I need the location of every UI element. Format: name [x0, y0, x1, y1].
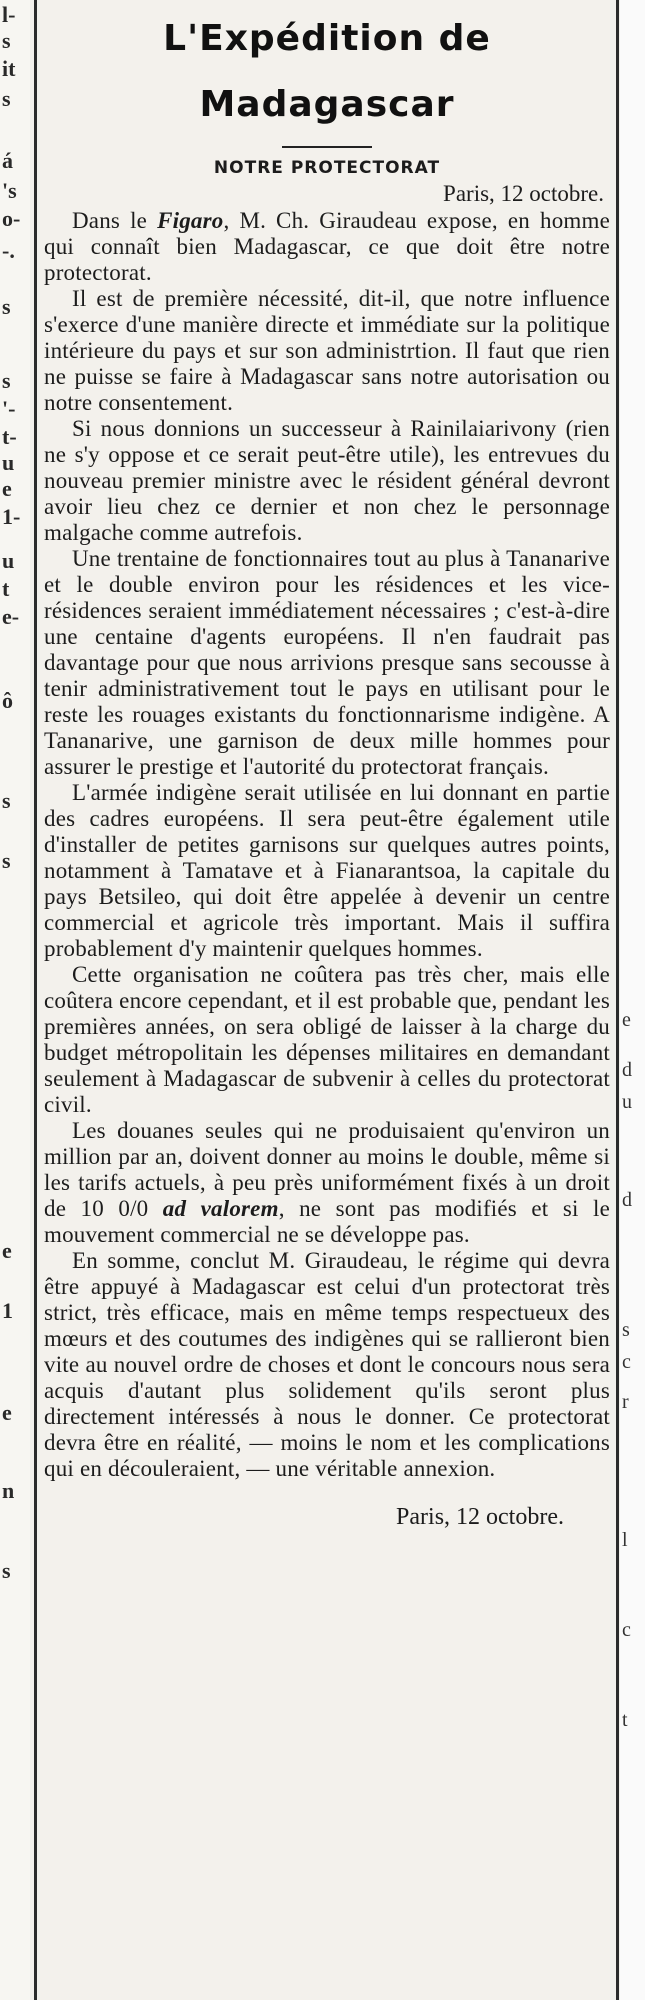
- margin-fragment: u: [2, 548, 15, 573]
- article-paragraph: Une trentaine de fonctionnaires tout au plus à Tananarive et le double environ pour les résidences et les vice-résidences seraient immédiatement nécessaires ; c'est-à-dire une centaine d'agents européens. Il n'en faudrait pas davantage pour que nous arrivions presque sans secousse à tenir administrativement tout le pays en utilisant pour le reste les rouages existants du fonctionnarisme indigène. A Tananarive, une garnison de deux mille hommes pour assurer le prestige et l'autorité du protectorat français.: [44, 546, 610, 779]
- left-column-fragment: [0, 0, 30, 2000]
- margin-fragment: c: [622, 1619, 631, 1641]
- margin-fragment: t-: [2, 424, 17, 449]
- margin-fragment: u: [2, 450, 15, 475]
- article-paragraph: En somme, conclut M. Giraudeau, le régime qui devra être appuyé à Madagascar est celui d'un protectorat très strict, très efficace, mais en même temps respectueux des mœurs et des coutumes des indigènes qui se rallieront bien vite au nouvel ordre de choses et dont le concours nous sera acquis d'autant plus solidement qu'ils seront plus directement intéressés à nous le donner. Ce protectorat devra être en réalité, — moins le nom et les complications qui en découleraient, — une véritable annexion.: [44, 1248, 610, 1481]
- margin-fragment: e: [2, 1400, 12, 1425]
- margin-fragment: s: [2, 1558, 11, 1583]
- margin-fragment: s: [2, 28, 11, 53]
- margin-fragment: r: [622, 1391, 629, 1413]
- article: [44, 6, 610, 1531]
- closing-dateline: Paris, 12 octobre.: [396, 1504, 564, 1530]
- latin-term: ad valorem: [162, 1196, 279, 1221]
- margin-fragment: 's: [2, 178, 17, 203]
- margin-fragment: s: [2, 368, 11, 393]
- right-column-fragment: [620, 0, 645, 2000]
- margin-fragment: s: [2, 294, 11, 319]
- article-paragraph: Dans le Figaro, M. Ch. Giraudeau expose, en homme qui connaît bien Madagascar, ce que doit être notre protectorat.: [44, 208, 610, 285]
- margin-fragment: it: [2, 56, 16, 81]
- margin-fragment: e: [622, 1009, 631, 1031]
- margin-fragment: 1-: [2, 504, 21, 529]
- margin-fragment: t: [2, 576, 10, 601]
- margin-fragment: ô: [2, 688, 13, 713]
- column-rule-right: [616, 0, 619, 2000]
- margin-fragment: d: [622, 1059, 632, 1081]
- newspaper-name: Figaro: [157, 208, 224, 233]
- margin-fragment: e: [2, 476, 12, 501]
- margin-fragment: c: [622, 1351, 631, 1373]
- margin-fragment: u: [622, 1091, 632, 1113]
- margin-fragment: e: [2, 1238, 12, 1263]
- article-paragraph: Les douanes seules qui ne produisaient qu'environ un million par an, doivent donner au moins le double, même si les tarifs actuels, à peu près uniformément fixés à un droit de 10 0/0 ad valorem, ne sont pas modifiés et si le mouvement commercial ne se développe pas.: [44, 1118, 610, 1247]
- article-subhead: NOTRE PROTECTORAT: [213, 158, 441, 178]
- margin-fragment: á: [2, 148, 13, 173]
- margin-fragment: s: [622, 1319, 630, 1341]
- article-title: L'Expédition de Madagascar: [163, 18, 491, 125]
- margin-fragment: d: [622, 1189, 632, 1211]
- dateline: Paris, 12 octobre.: [443, 181, 604, 206]
- article-paragraph: L'armée indigène serait utilisée en lui donnant en partie des cadres européens. Il sera peut-être également utile d'installer de petites garnisons sur quelques autres points, notamment à Tamatave et à Fianarantsoa, la capitale du pays Betsileo, qui doit être appelée à devenir un centre commercial et agricole très important. Mais il suffira probablement d'y maintenir quelques hommes.: [44, 780, 610, 961]
- margin-fragment: l-: [2, 2, 16, 27]
- margin-fragment: e-: [2, 604, 20, 629]
- margin-fragment: '-: [2, 396, 16, 421]
- margin-fragment: o-: [2, 206, 21, 231]
- margin-fragment: -.: [2, 238, 15, 263]
- article-paragraph: Il est de première nécessité, dit-il, que notre influence s'exerce d'une manière directe et immédiate sur la politique intérieure du pays et sur son administrtion. Il faut que rien ne puisse se faire à Madagascar sans notre autorisation ou notre consentement.: [44, 286, 610, 415]
- article-paragraph: Cette organisation ne coûtera pas très cher, mais elle coûtera encore cependant, et il est probable que, pendant les premières années, on sera obligé de laisser à la charge du budget métropolitain les dépenses militaires en demandant seulement à Madagascar de subvenir à celles du protectorat civil.: [44, 962, 610, 1117]
- margin-fragment: 1: [2, 1298, 13, 1323]
- title-divider: [282, 146, 372, 148]
- column-rule-left: [34, 0, 37, 2000]
- margin-fragment: n: [2, 1478, 15, 1503]
- margin-fragment: l: [622, 1529, 628, 1551]
- margin-fragment: s: [2, 848, 11, 873]
- margin-fragment: s: [2, 86, 11, 111]
- margin-fragment: s: [2, 788, 11, 813]
- article-paragraph: Si nous donnions un successeur à Rainilaiarivony (rien ne s'y oppose et ce serait peut-être utile), les entrevues du nouveau premier ministre avec le résident général devront avoir lieu chez ce dernier et non chez le personnage malgache comme autrefois.: [44, 416, 610, 545]
- margin-fragment: t: [622, 1709, 628, 1731]
